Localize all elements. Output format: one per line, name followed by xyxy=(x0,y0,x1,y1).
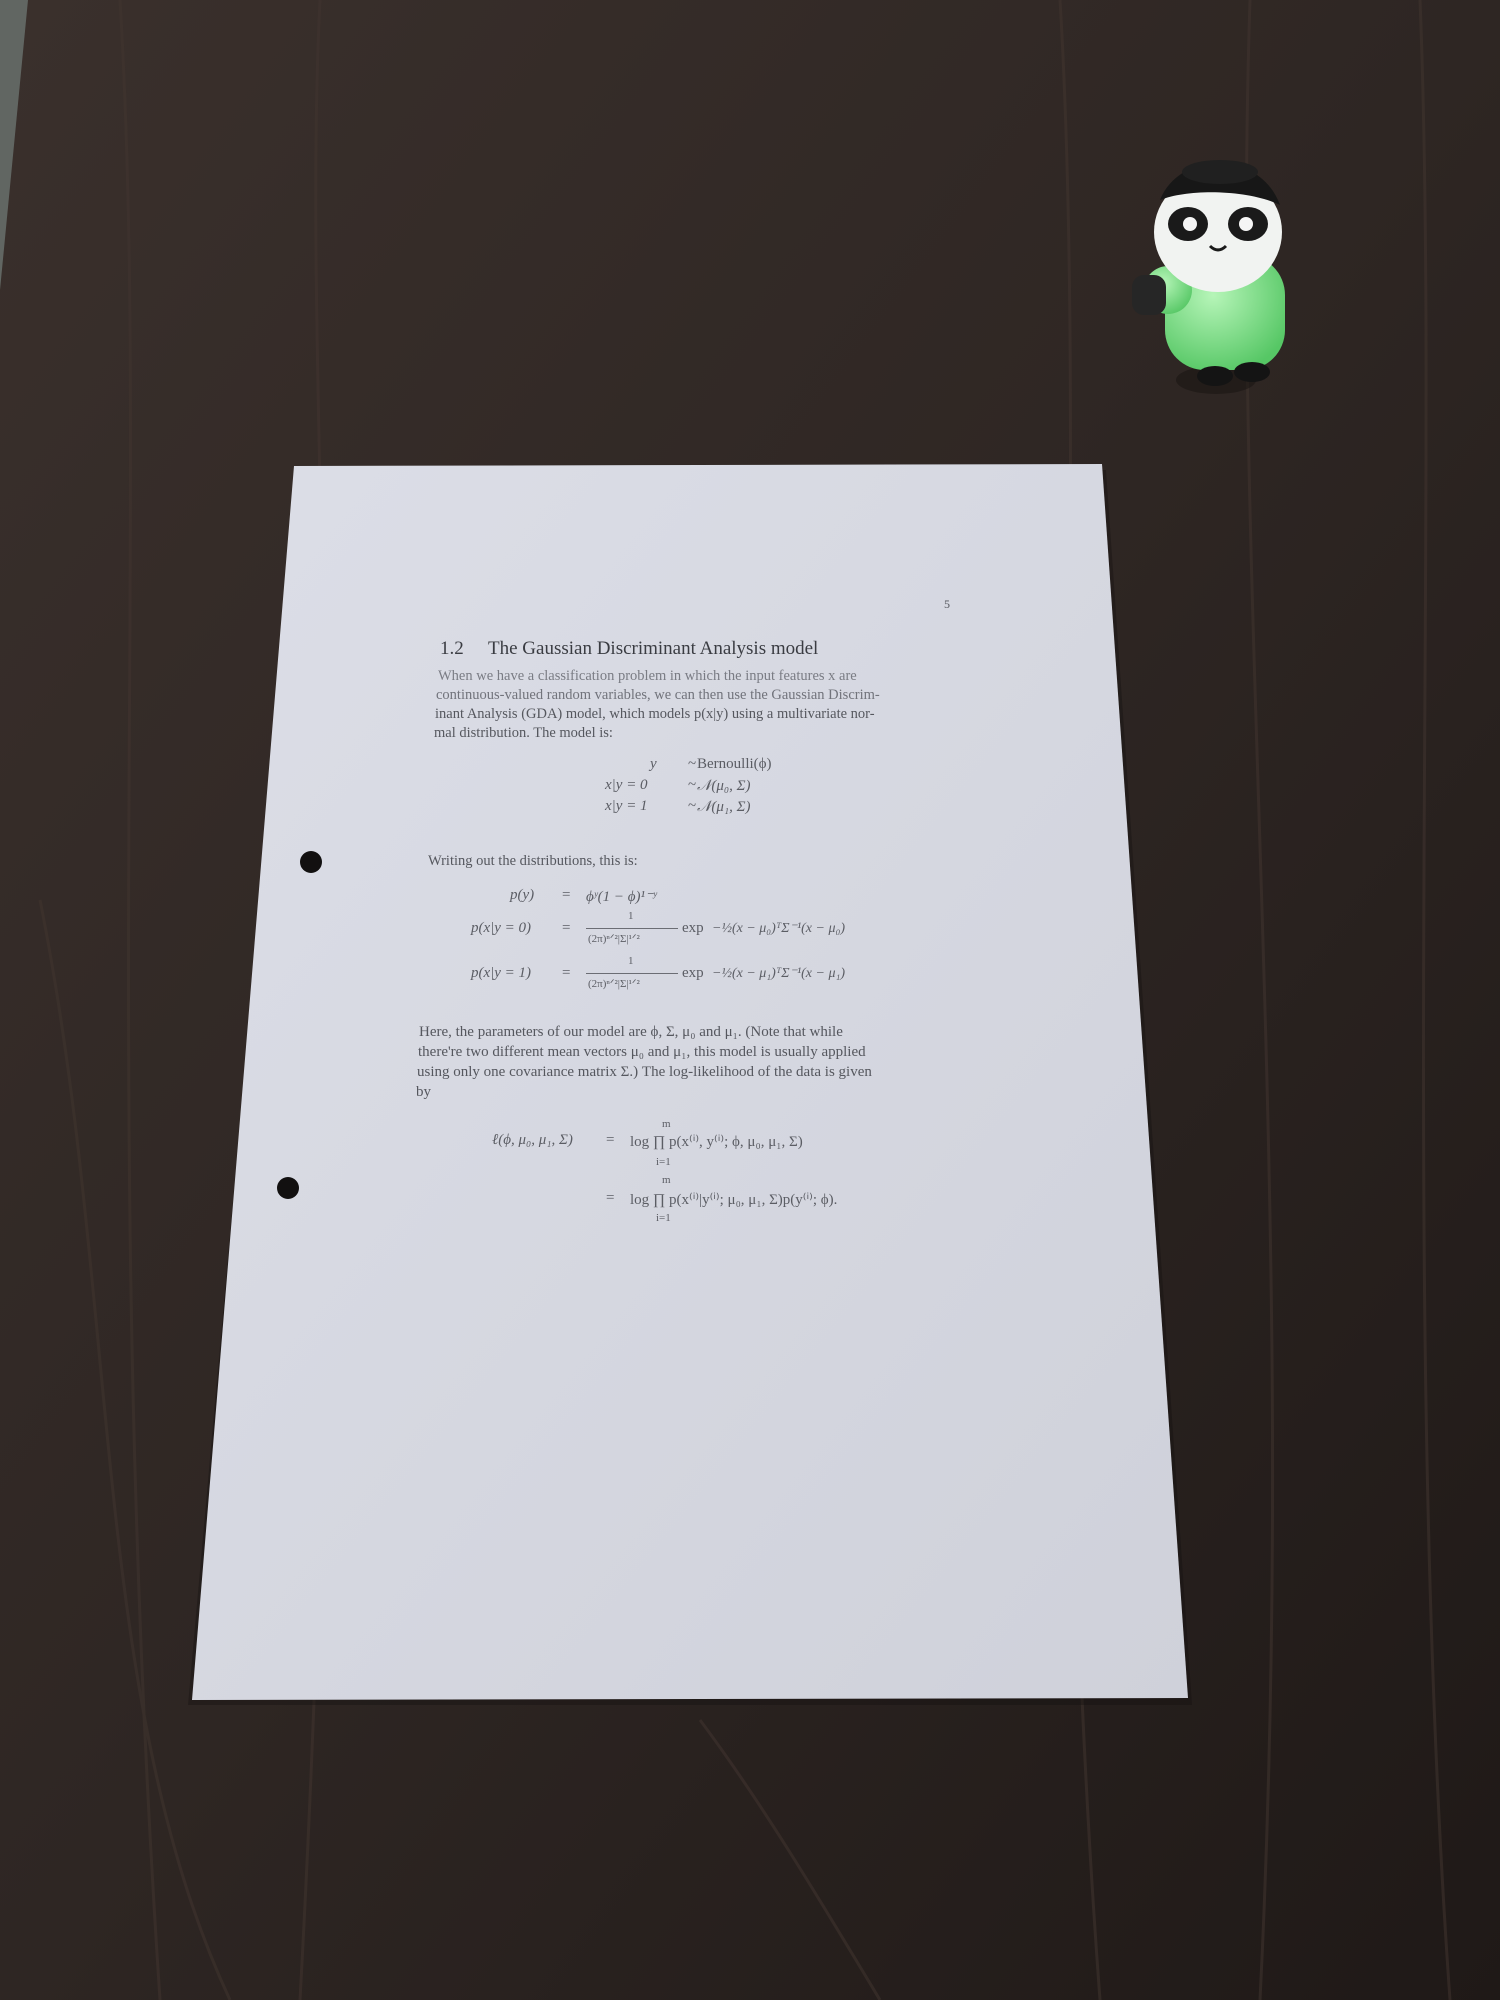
model-relation: ~ xyxy=(688,756,697,772)
dist-exponent: −½(x − μ₁)ᵀΣ⁻¹(x − μ₁) xyxy=(712,966,846,981)
dist-denominator: (2π)ⁿᐟ²|Σ|¹ᐟ² xyxy=(588,933,640,945)
model-rhs: 𝒩(μ₀, Σ) xyxy=(697,778,751,794)
dist-eq: = xyxy=(562,920,571,936)
params-line: there're two different mean vectors μ₀ and μ₁, this model is usually applied xyxy=(418,1044,866,1060)
punch-hole xyxy=(277,1177,299,1199)
product-lower: i=1 xyxy=(656,1212,671,1224)
loglik-row1: log ∏ p(x⁽ⁱ⁾, y⁽ⁱ⁾; ϕ, μ₀, μ₁, Σ) xyxy=(630,1134,803,1150)
dist-eq: = xyxy=(562,887,571,903)
dist-lhs: p(x|y = 0) xyxy=(471,920,532,936)
model-rhs: 𝒩(μ₁, Σ) xyxy=(697,799,751,815)
params-line: Here, the parameters of our model are ϕ, Σ, μ₀ and μ₁. (Note that while xyxy=(419,1024,843,1040)
model-lhs: y xyxy=(650,756,657,772)
dist-eq: = xyxy=(562,965,571,981)
params-line: using only one covariance matrix Σ.) The log-likelihood of the data is given xyxy=(417,1064,872,1080)
dist-numerator: 1 xyxy=(628,955,634,967)
dist-denominator: (2π)ⁿᐟ²|Σ|¹ᐟ² xyxy=(588,978,640,990)
intro-line: When we have a classification problem in which the input features x are xyxy=(438,668,857,684)
fraction-bar xyxy=(586,973,678,974)
dist-numerator: 1 xyxy=(628,910,634,922)
intro-line: inant Analysis (GDA) model, which models p(x|y) using a multivariate nor- xyxy=(435,706,875,722)
loglik-eq: = xyxy=(606,1190,615,1206)
product-lower: i=1 xyxy=(656,1156,671,1168)
params-line: by xyxy=(416,1084,431,1100)
fraction-bar xyxy=(586,928,678,929)
dist-exponent: −½(x − μ₀)ᵀΣ⁻¹(x − μ₀) xyxy=(712,921,846,936)
model-relation: ~ xyxy=(688,798,697,814)
intro-line: mal distribution. The model is: xyxy=(434,725,613,741)
section-title: The Gaussian Discriminant Analysis model xyxy=(488,638,819,659)
dist-rhs: ϕʸ(1 − ϕ)¹⁻ʸ xyxy=(586,889,657,905)
model-lhs: x|y = 0 xyxy=(605,777,648,793)
model-relation: ~ xyxy=(688,777,697,793)
dist-lhs: p(y) xyxy=(510,887,535,903)
product-upper: m xyxy=(662,1174,671,1186)
section-number: 1.2 xyxy=(440,638,464,659)
page-number: 5 xyxy=(944,597,950,611)
dist-exp: exp xyxy=(682,965,704,981)
product-upper: m xyxy=(662,1118,671,1130)
loglik-row2: log ∏ p(x⁽ⁱ⁾|y⁽ⁱ⁾; μ₀, μ₁, Σ)p(y⁽ⁱ⁾; ϕ). xyxy=(630,1192,838,1208)
intro-line: continuous-valued random variables, we can then use the Gaussian Discrim- xyxy=(436,687,880,703)
writing-out-line: Writing out the distributions, this is: xyxy=(428,853,638,869)
dist-exp: exp xyxy=(682,920,704,936)
loglik-lhs: ℓ(ϕ, μ₀, μ₁, Σ) xyxy=(492,1132,573,1148)
model-lhs: x|y = 1 xyxy=(605,798,648,814)
dist-lhs: p(x|y = 1) xyxy=(471,965,532,981)
model-rhs: Bernoulli(ϕ) xyxy=(697,756,772,772)
loglik-eq: = xyxy=(606,1132,615,1148)
punch-hole xyxy=(300,851,322,873)
